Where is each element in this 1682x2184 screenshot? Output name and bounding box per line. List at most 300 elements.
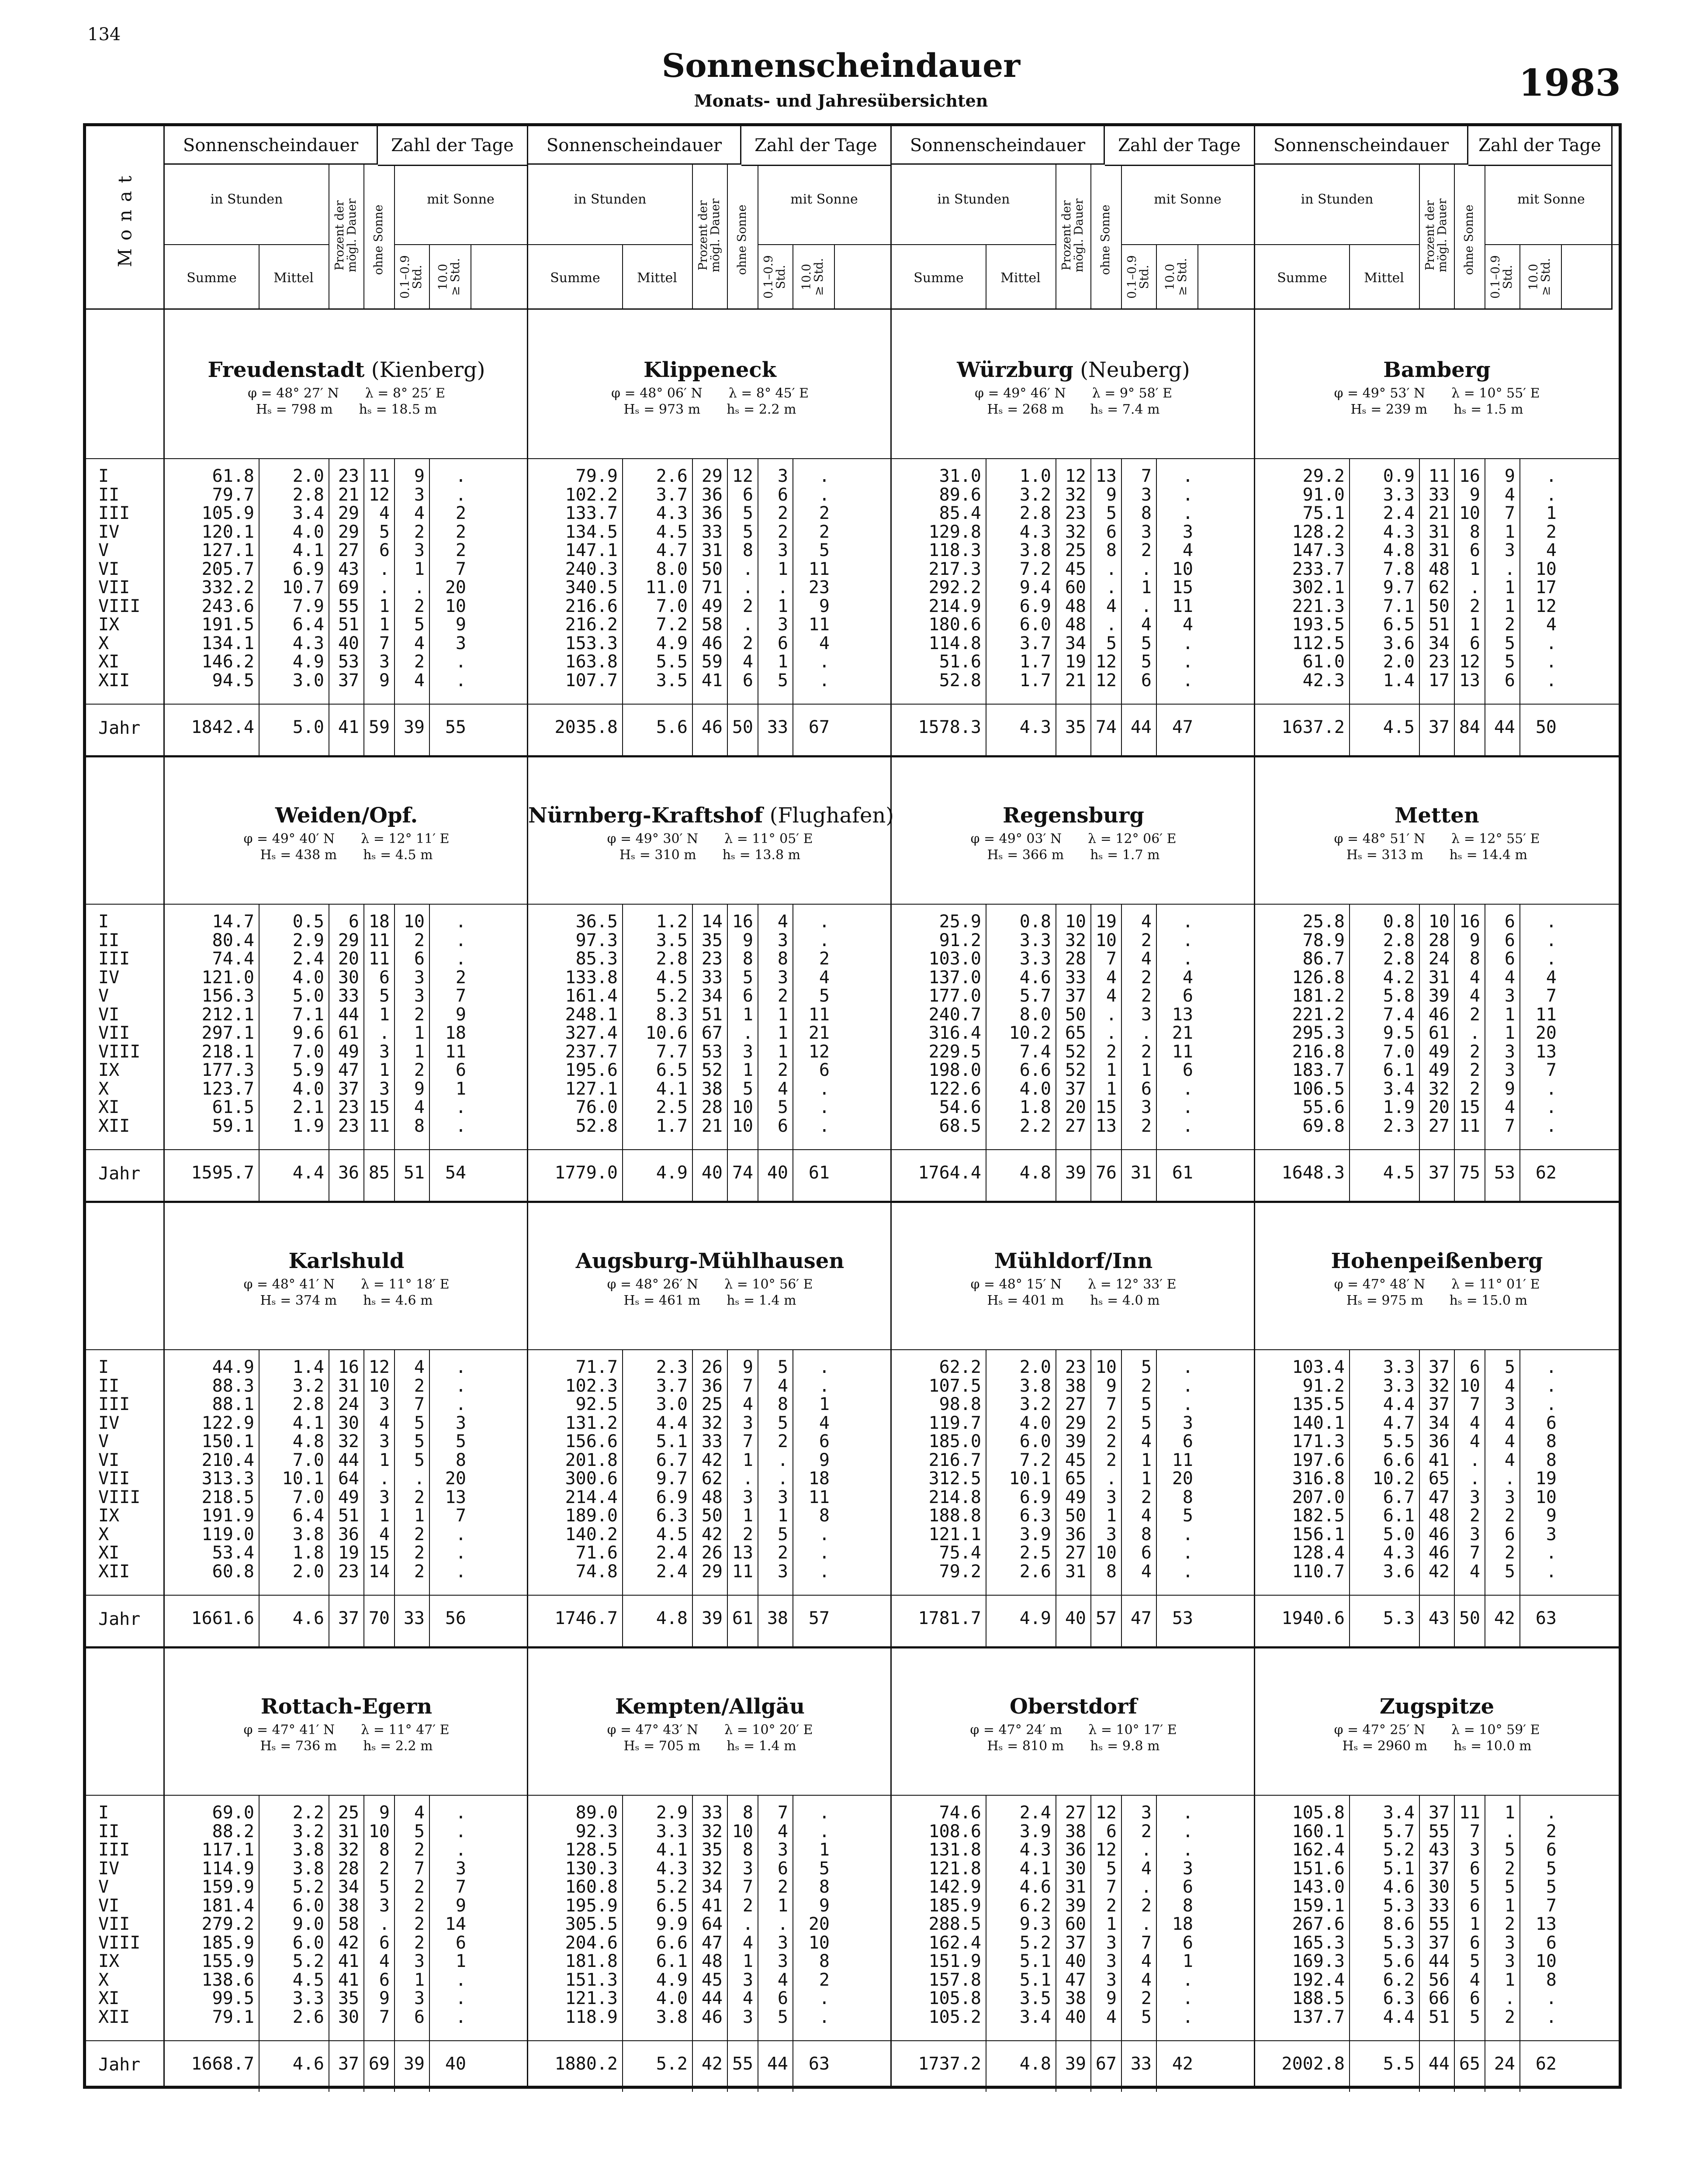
table-cell: 50 — [701, 559, 723, 579]
table-cell: 11 — [1428, 466, 1450, 486]
table-cell: 2 — [1546, 522, 1557, 542]
table-cell: 86.7 — [1302, 949, 1345, 969]
table-cell: 6 — [742, 484, 753, 505]
table-cell: 88.2 — [212, 1821, 254, 1842]
long-sun-label — [437, 258, 462, 296]
table-cell: 3 — [1141, 484, 1152, 505]
data-column — [793, 912, 830, 1135]
summe-label: Summe — [550, 270, 600, 286]
table-cell: . — [1546, 930, 1557, 950]
table-cell: 10 — [403, 912, 425, 932]
table-cell: . — [1546, 652, 1557, 672]
table-cell: . — [1469, 1450, 1480, 1470]
table-cell: 27 — [1428, 1116, 1450, 1136]
table-cell: 36 — [701, 503, 723, 523]
table-cell: . — [1106, 1469, 1117, 1489]
jahr-cell: 4.8 — [1019, 1163, 1051, 1183]
table-cell: 5.2 — [292, 1951, 324, 1971]
table-cell: 4 — [742, 1932, 753, 1953]
jahr-cell: 75 — [1459, 1163, 1480, 1183]
table-cell: . — [1182, 1375, 1193, 1396]
station-name-main: Klippeneck — [644, 358, 776, 382]
table-cell: 92.3 — [575, 1821, 618, 1842]
table-cell: 105.8 — [1292, 1803, 1345, 1823]
table-cell: 248.1 — [565, 1004, 618, 1025]
station-latitude: φ = 49° 03′ N — [970, 831, 1062, 847]
table-cell: 30 — [1065, 1858, 1086, 1879]
table-cell: . — [819, 1097, 830, 1117]
data-column — [692, 1358, 723, 1581]
table-cell: 3.0 — [292, 670, 324, 691]
table-cell: 51 — [1428, 615, 1450, 635]
station-name — [528, 1249, 892, 1273]
table-cell: 37 — [338, 670, 359, 691]
table-cell: 108.6 — [928, 1821, 981, 1842]
station-heights — [892, 847, 1255, 863]
station-elevation: Hₛ = 810 m — [987, 1738, 1064, 1754]
jahr-cell: 40 — [1065, 1608, 1086, 1628]
table-cell: 4 — [1504, 1097, 1515, 1117]
table-cell: 88.1 — [212, 1394, 254, 1414]
spacer — [1425, 1722, 1451, 1738]
table-cell: 13 — [732, 1543, 753, 1563]
table-cell: 23 — [1428, 652, 1450, 672]
table-cell: 34 — [338, 1877, 359, 1897]
data-column — [1519, 1804, 1557, 2026]
table-cell: 6 — [1469, 1895, 1480, 1916]
table-cell: 48 — [1428, 559, 1450, 579]
station-coordinates — [892, 831, 1255, 847]
table-cell: 11 — [368, 949, 390, 969]
data-column — [1454, 912, 1480, 1135]
table-cell: 6 — [379, 540, 390, 560]
table-cell: . — [1546, 912, 1557, 932]
table-cell: 8.0 — [1019, 1004, 1051, 1025]
table-cell: 11 — [808, 615, 830, 635]
table-cell: 29 — [1065, 1413, 1086, 1433]
table-cell: 2.2 — [1019, 1116, 1051, 1136]
table-cell: 10 — [1095, 1357, 1117, 1377]
table-cell: 2.4 — [656, 1561, 688, 1582]
jahr-cell: 53 — [1172, 1608, 1193, 1628]
station-longitude: λ = 12° 33′ E — [1088, 1277, 1177, 1292]
sonnenscheindauer-header: Sonnenscheindauer — [1255, 126, 1468, 165]
table-cell: 41 — [1428, 1450, 1450, 1470]
table-cell: 78.9 — [1302, 930, 1345, 950]
table-cell: . — [1182, 2007, 1193, 2027]
table-cell: 80.4 — [212, 930, 254, 950]
long-sun-label-line1: 10.0 — [436, 263, 450, 290]
table-cell: . — [819, 1078, 830, 1099]
spacer — [337, 1738, 363, 1754]
spacer — [698, 1277, 724, 1292]
table-cell: 33 — [1428, 484, 1450, 505]
table-cell: 12 — [732, 466, 753, 486]
table-cell: 5 — [777, 670, 788, 691]
table-cell: 2 — [414, 1914, 425, 1934]
table-cell: 32 — [701, 1413, 723, 1433]
table-cell: 52 — [1065, 1041, 1086, 1062]
station-elevation: Hₛ = 239 m — [1350, 402, 1428, 417]
table-cell: 10 — [1459, 503, 1480, 523]
table-cell: 4.2 — [1383, 967, 1415, 988]
table-cell: 21 — [338, 484, 359, 505]
table-cell: 44 — [338, 1450, 359, 1470]
table-cell: 6.2 — [1383, 1970, 1415, 1990]
data-column — [1090, 467, 1117, 690]
table-cell: 137.0 — [928, 967, 981, 988]
table-cell: 33 — [1065, 967, 1086, 988]
table-cell: . — [1182, 1821, 1193, 1842]
table-cell: 17 — [1428, 670, 1450, 691]
short-sun-label-line1: 0.1–0.9 — [1125, 255, 1139, 299]
table-cell: 4 — [1504, 1375, 1515, 1396]
spacer — [698, 1722, 724, 1738]
table-cell: 50 — [1428, 596, 1450, 616]
jahr-cell: 4.3 — [1019, 717, 1051, 737]
table-cell: 7 — [1469, 1821, 1480, 1842]
table-cell: 8 — [455, 1450, 466, 1470]
station-elevation: Hₛ = 2960 m — [1342, 1738, 1428, 1754]
month-label: V — [98, 986, 109, 1006]
table-cell: . — [1182, 1543, 1193, 1563]
table-cell: 9.4 — [1019, 577, 1051, 598]
table-cell: . — [455, 1988, 466, 2008]
table-cell: 5 — [1141, 1357, 1152, 1377]
table-cell: . — [1182, 1803, 1193, 1823]
table-cell: 2 — [819, 503, 830, 523]
table-cell: 48 — [1065, 615, 1086, 635]
data-column — [692, 912, 723, 1135]
table-cell: 6 — [777, 1858, 788, 1879]
table-cell: 29 — [701, 1561, 723, 1582]
table-cell: 189.0 — [565, 1506, 618, 1526]
table-cell: 4.1 — [656, 1078, 688, 1099]
table-cell: 6 — [379, 1932, 390, 1953]
spacer — [1062, 1277, 1088, 1292]
table-cell: 7 — [1504, 1116, 1515, 1136]
table-cell: 4 — [1141, 1506, 1152, 1526]
table-cell: 1.7 — [1019, 670, 1051, 691]
table-cell: 25 — [338, 1803, 359, 1823]
table-cell: 64 — [338, 1469, 359, 1489]
table-cell: 7 — [414, 1858, 425, 1879]
month-label: XII — [98, 2007, 130, 2027]
table-cell: 21 — [1428, 503, 1450, 523]
mittel-label: Mittel — [1364, 270, 1404, 286]
table-cell: 27 — [1065, 1394, 1086, 1414]
table-cell: 8.6 — [1383, 1914, 1415, 1934]
table-cell: 3 — [1182, 522, 1193, 542]
table-cell: 4 — [742, 652, 753, 672]
station-elevation: Hₛ = 461 m — [623, 1293, 701, 1308]
table-cell: 6 — [777, 484, 788, 505]
data-column — [1349, 1358, 1415, 1581]
table-cell: 117.1 — [201, 1840, 254, 1860]
data-column — [1519, 912, 1557, 1135]
station-header — [528, 358, 892, 417]
month-label: IX — [98, 1506, 120, 1526]
data-column — [1419, 1804, 1450, 2026]
table-cell: 8 — [1546, 1450, 1557, 1470]
table-cell: 192.4 — [1292, 1970, 1345, 1990]
table-cell: 1 — [414, 1506, 425, 1526]
month-label: VII — [98, 577, 130, 598]
table-cell: . — [1182, 670, 1193, 691]
table-cell: 2 — [777, 986, 788, 1006]
table-cell: 3 — [777, 1932, 788, 1953]
table-cell: 8 — [819, 1951, 830, 1971]
table-cell: 2 — [1141, 1895, 1152, 1916]
data-column — [1156, 1358, 1193, 1581]
month-label: VII — [98, 1023, 130, 1043]
station-name-main: Oberstdorf — [1010, 1694, 1137, 1719]
table-cell: 6.5 — [656, 1060, 688, 1080]
table-cell: 2 — [742, 1895, 753, 1916]
table-cell: 37 — [1428, 1803, 1450, 1823]
table-cell: 142.9 — [928, 1877, 981, 1897]
table-cell: 32 — [338, 1431, 359, 1451]
station-name — [892, 1249, 1255, 1273]
jahr-row-divider — [86, 2040, 1619, 2041]
table-cell: 2 — [777, 503, 788, 523]
table-cell: . — [1141, 559, 1152, 579]
jahr-cell: 5.0 — [292, 717, 324, 737]
block-divider — [86, 755, 1619, 757]
table-cell: 4 — [1182, 540, 1193, 560]
table-cell: 6 — [1546, 1932, 1557, 1953]
table-cell: 8 — [1469, 949, 1480, 969]
station-name — [1255, 358, 1619, 382]
table-cell: 4.6 — [1383, 1877, 1415, 1897]
table-cell: 2 — [1106, 1413, 1117, 1433]
month-label: XII — [98, 670, 130, 691]
table-cell: 233.7 — [1292, 559, 1345, 579]
spacer — [1062, 1722, 1088, 1738]
table-cell: 2 — [1469, 1004, 1480, 1025]
table-cell: 1.0 — [1019, 466, 1051, 486]
table-cell: 34 — [1428, 633, 1450, 653]
table-cell: 43 — [1428, 1840, 1450, 1860]
table-cell: 51 — [701, 1004, 723, 1025]
table-cell: 4.0 — [656, 1988, 688, 2008]
table-cell: 0.9 — [1383, 466, 1415, 486]
station-elevation: Hₛ = 268 m — [987, 402, 1064, 417]
table-cell: 2 — [1504, 1914, 1515, 1934]
table-cell: 9.0 — [292, 1914, 324, 1934]
table-cell: 2 — [1141, 1487, 1152, 1507]
table-cell: 197.6 — [1292, 1450, 1345, 1470]
month-label: X — [98, 1524, 109, 1545]
table-cell: 183.7 — [1292, 1060, 1345, 1080]
table-cell: 61 — [338, 1023, 359, 1043]
table-cell: 0.8 — [1383, 912, 1415, 932]
station-heights — [892, 1293, 1255, 1308]
instrument-height: hₛ = 13.8 m — [722, 847, 801, 863]
table-cell: 6.9 — [1019, 1487, 1051, 1507]
table-cell: 8 — [777, 949, 788, 969]
table-cell: . — [777, 577, 788, 598]
data-column — [1121, 467, 1152, 690]
table-cell: 48 — [701, 1487, 723, 1507]
table-cell: 2.0 — [292, 1561, 324, 1582]
station-name-main: Augsburg-Mühlhausen — [575, 1249, 844, 1273]
table-cell: 4 — [819, 967, 830, 988]
table-cell: . — [742, 577, 753, 598]
table-cell: 28 — [1065, 949, 1086, 969]
station-heights — [528, 1293, 892, 1308]
table-cell: 47 — [338, 1060, 359, 1080]
summe-label: Summe — [914, 270, 964, 286]
station-coordinates — [528, 831, 892, 847]
table-cell: 340.5 — [565, 577, 618, 598]
table-cell: 118.3 — [928, 540, 981, 560]
short-sun-label-line2: Std. — [411, 265, 424, 289]
header-divider — [528, 244, 692, 245]
table-cell: 99.5 — [212, 1988, 254, 2008]
table-cell: 36 — [1065, 1524, 1086, 1545]
data-column — [622, 1358, 688, 1581]
jahr-cell: 1781.7 — [918, 1608, 981, 1628]
station-coordinates — [165, 831, 528, 847]
table-cell: 1 — [414, 1970, 425, 1990]
station-name — [165, 358, 528, 382]
jahr-cell: 1764.4 — [918, 1163, 981, 1183]
table-cell: 163.8 — [565, 652, 618, 672]
table-cell: 4.0 — [1019, 1413, 1051, 1433]
table-cell: . — [1546, 1097, 1557, 1117]
table-cell: 185.9 — [928, 1895, 981, 1916]
table-cell: 3.3 — [1383, 1357, 1415, 1377]
data-column — [528, 1358, 618, 1581]
table-cell: 6 — [455, 1060, 466, 1080]
table-cell: 140.1 — [1292, 1413, 1345, 1433]
table-cell: 4.7 — [656, 540, 688, 560]
table-cell: 4 — [777, 1821, 788, 1842]
table-cell: 3 — [455, 1413, 466, 1433]
table-cell: 85.3 — [575, 949, 618, 969]
jahr-cell: 33 — [403, 1608, 425, 1628]
jahr-cell: 62 — [1535, 2054, 1557, 2074]
column-divider — [1197, 244, 1198, 308]
table-cell: 32 — [1065, 484, 1086, 505]
table-cell: 31 — [1065, 1877, 1086, 1897]
table-cell: 32 — [701, 1858, 723, 1879]
data-column — [1255, 1358, 1345, 1581]
table-cell: 47 — [701, 1932, 723, 1953]
table-cell: 1 — [1141, 577, 1152, 598]
table-cell: 36 — [338, 1524, 359, 1545]
table-cell: 6.7 — [656, 1450, 688, 1470]
jahr-cell: 57 — [808, 1608, 830, 1628]
station-latitude: φ = 49° 46′ N — [975, 386, 1066, 401]
table-cell: 6.0 — [1019, 615, 1051, 635]
table-cell: 9 — [414, 466, 425, 486]
table-cell: 69.8 — [1302, 1116, 1345, 1136]
table-cell: . — [1546, 1561, 1557, 1582]
table-cell: 8 — [1141, 503, 1152, 523]
table-cell: 20 — [1428, 1097, 1450, 1117]
table-cell: 3 — [379, 1431, 390, 1451]
table-cell: 3 — [414, 986, 425, 1006]
table-cell: 6 — [777, 1116, 788, 1136]
table-cell: 11 — [1535, 1004, 1557, 1025]
station-latitude: φ = 47° 24′ m — [970, 1722, 1062, 1738]
table-cell: 1 — [742, 1004, 753, 1025]
table-cell: 42 — [701, 1450, 723, 1470]
table-cell: 6 — [1504, 670, 1515, 691]
table-cell: 121.0 — [201, 967, 254, 988]
header-divider — [892, 244, 1056, 245]
data-column — [727, 1358, 753, 1581]
jahr-cell: 61 — [1172, 1163, 1193, 1183]
table-cell: 4.3 — [656, 503, 688, 523]
month-label: III — [98, 503, 130, 523]
table-cell: 3 — [742, 1970, 753, 1990]
table-cell: 33 — [701, 1431, 723, 1451]
month-label: IX — [98, 1951, 120, 1971]
table-cell: 3.2 — [292, 1375, 324, 1396]
table-cell: 5 — [777, 1413, 788, 1433]
data-column — [1121, 1804, 1152, 2026]
month-labels — [98, 912, 140, 1135]
table-cell: 3.7 — [656, 484, 688, 505]
table-cell: 5 — [1469, 1877, 1480, 1897]
month-label: VII — [98, 1914, 130, 1934]
table-cell: 4 — [1469, 986, 1480, 1006]
block-divider — [86, 1646, 1619, 1648]
table-cell: 8.0 — [656, 559, 688, 579]
table-cell: 20 — [1172, 1469, 1193, 1489]
table-cell: 79.2 — [939, 1561, 981, 1582]
table-cell: . — [819, 670, 830, 691]
jahr-cell: 44 — [767, 2054, 788, 2074]
table-cell: 1.7 — [656, 1116, 688, 1136]
table-cell: 9 — [1469, 930, 1480, 950]
station-heights — [165, 402, 528, 417]
table-cell: 5 — [379, 1877, 390, 1897]
jahr-cell: 39 — [403, 2054, 425, 2074]
table-cell: 2 — [1141, 930, 1152, 950]
spacer — [703, 386, 729, 401]
table-cell: 31 — [701, 540, 723, 560]
table-cell: 18 — [808, 1469, 830, 1489]
month-label: I — [98, 466, 109, 486]
jahr-cell: 84 — [1459, 717, 1480, 737]
table-cell: 3 — [1141, 1004, 1152, 1025]
spacer — [1064, 1738, 1090, 1754]
month-label: VI — [98, 1895, 120, 1916]
table-cell: 2 — [414, 1375, 425, 1396]
table-cell: 4 — [1504, 967, 1515, 988]
table-cell: 89.0 — [575, 1803, 618, 1823]
jahr-cell: 40 — [767, 1163, 788, 1183]
table-cell: 3 — [414, 1988, 425, 2008]
table-cell: 5 — [777, 1097, 788, 1117]
table-cell: 3 — [455, 1858, 466, 1879]
table-cell: 3 — [1504, 1951, 1515, 1971]
station-elevation: Hₛ = 313 m — [1346, 847, 1423, 863]
table-cell: 243.6 — [201, 596, 254, 616]
table-cell: 4.1 — [292, 540, 324, 560]
data-column — [429, 912, 466, 1135]
table-cell: 59 — [701, 652, 723, 672]
table-cell: 38 — [1065, 1821, 1086, 1842]
table-cell: 28 — [1428, 930, 1450, 950]
table-cell: 4.6 — [1019, 1877, 1051, 1897]
jahr-cell: 1842.4 — [191, 717, 254, 737]
table-cell: 44.9 — [212, 1357, 254, 1377]
